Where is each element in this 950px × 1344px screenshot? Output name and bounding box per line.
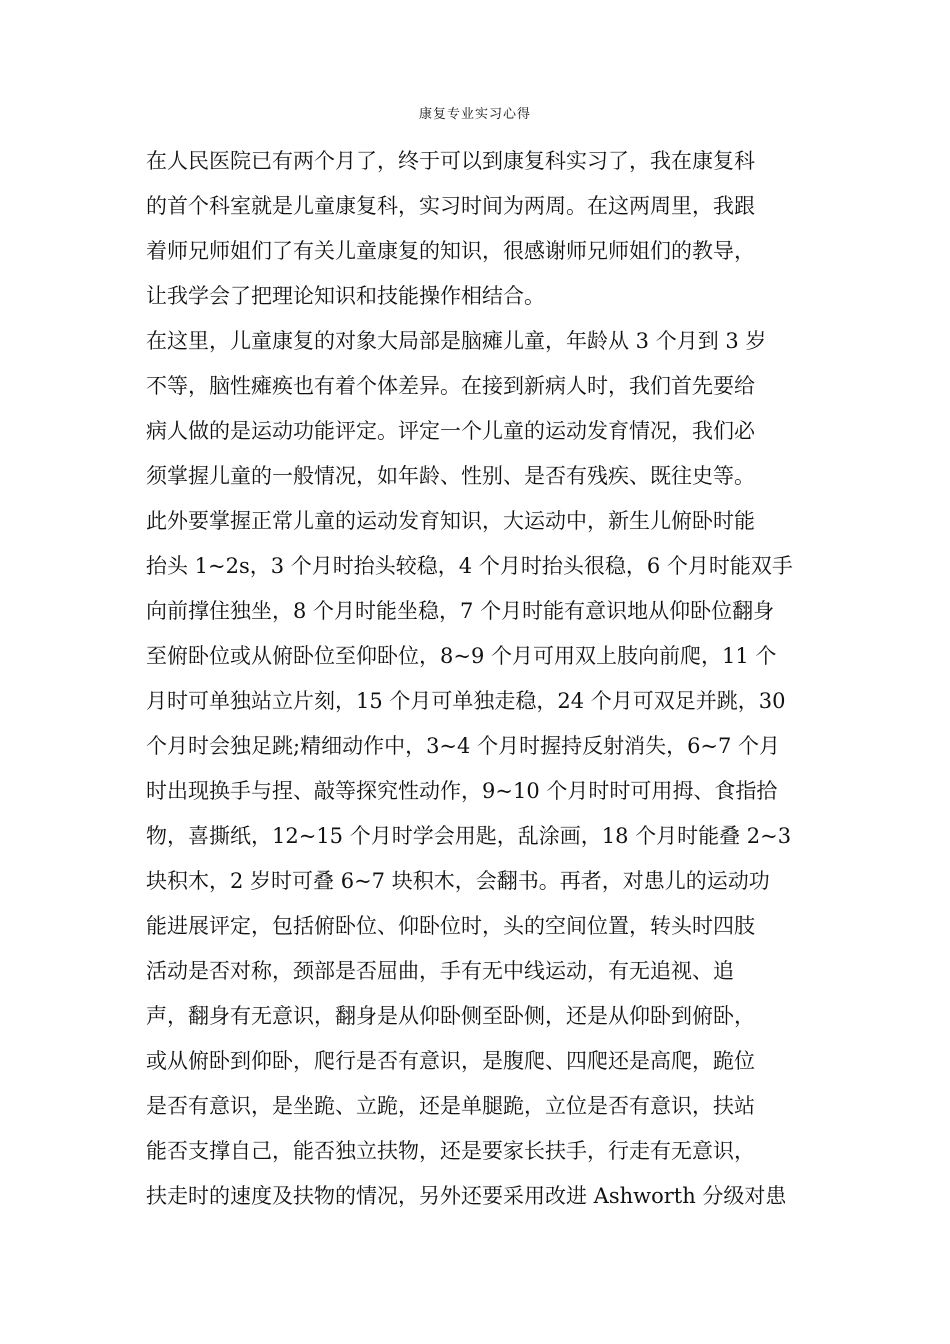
text-line: 抬头 1~2s，3 个月时抬头较稳，4 个月时抬头很稳，6 个月时能双手 [146,554,793,578]
text-line: 个月时会独足跳;精细动作中，3~4 个月时握持反射消失，6~7 个月 [146,734,781,758]
text-line: 能进展评定，包括俯卧位、仰卧位时，头的空间位置，转头时四肢 [146,914,755,938]
text-line: 时出现换手与捏、敲等探究性动作，9~10 个月时时可用拇、食指拾 [146,779,778,803]
text-line: 此外要掌握正常儿童的运动发育知识，大运动中，新生儿俯卧时能 [146,509,755,533]
text-line: 的首个科室就是儿童康复科，实习时间为两周。在这两周里，我跟 [146,194,755,218]
document-body [146,139,806,1219]
text-line: 须掌握儿童的一般情况，如年龄、性别、是否有残疾、既往史等。 [146,464,755,488]
text-line: 物，喜撕纸，12~15 个月时学会用匙，乱涂画，18 个月时能叠 2~3 [146,824,792,848]
text-line: 是否有意识，是坐跪、立跪，还是单腿跪，立位是否有意识，扶站 [146,1094,755,1118]
text-line: 块积木，2 岁时可叠 6~7 块积木，会翻书。再者，对患儿的运动功 [146,869,770,893]
text-line: 至俯卧位或从俯卧位至仰卧位，8~9 个月可用双上肢向前爬，11 个 [146,644,777,668]
text-line: 让我学会了把理论知识和技能操作相结合。 [146,284,545,308]
text-line: 病人做的是运动功能评定。评定一个儿童的运动发育情况，我们必 [146,419,755,443]
text-line: 着师兄师姐们了有关儿童康复的知识，很感谢师兄师姐们的教导， [146,239,755,263]
text-line: 能否支撑自己，能否独立扶物，还是要家长扶手，行走有无意识， [146,1139,755,1163]
text-line: 或从俯卧到仰卧，爬行是否有意识，是腹爬、四爬还是高爬，跪位 [146,1049,755,1073]
text-line: 在这里，儿童康复的对象大局部是脑瘫儿童，年龄从 3 个月到 3 岁 [146,329,767,353]
text-line: 向前撑住独坐，8 个月时能坐稳，7 个月时能有意识地从仰卧位翻身 [146,599,775,623]
text-line: 月时可单独站立片刻，15 个月可单独走稳，24 个月可双足并跳，30 [146,689,786,713]
text-line: 不等，脑性瘫痪也有着个体差异。在接到新病人时，我们首先要给 [146,374,755,398]
text-line: 声，翻身有无意识，翻身是从仰卧侧至卧侧，还是从仰卧到俯卧， [146,1004,755,1028]
text-line: 活动是否对称，颈部是否屈曲，手有无中线运动，有无追视、追 [146,959,734,983]
document-title: 康复专业实习心得 [418,107,531,122]
text-line: 扶走时的速度及扶物的情况，另外还要采用改进 Ashworth 分级对患 [146,1184,787,1208]
text-line: 在人民医院已有两个月了，终于可以到康复科实习了，我在康复科 [146,149,755,173]
